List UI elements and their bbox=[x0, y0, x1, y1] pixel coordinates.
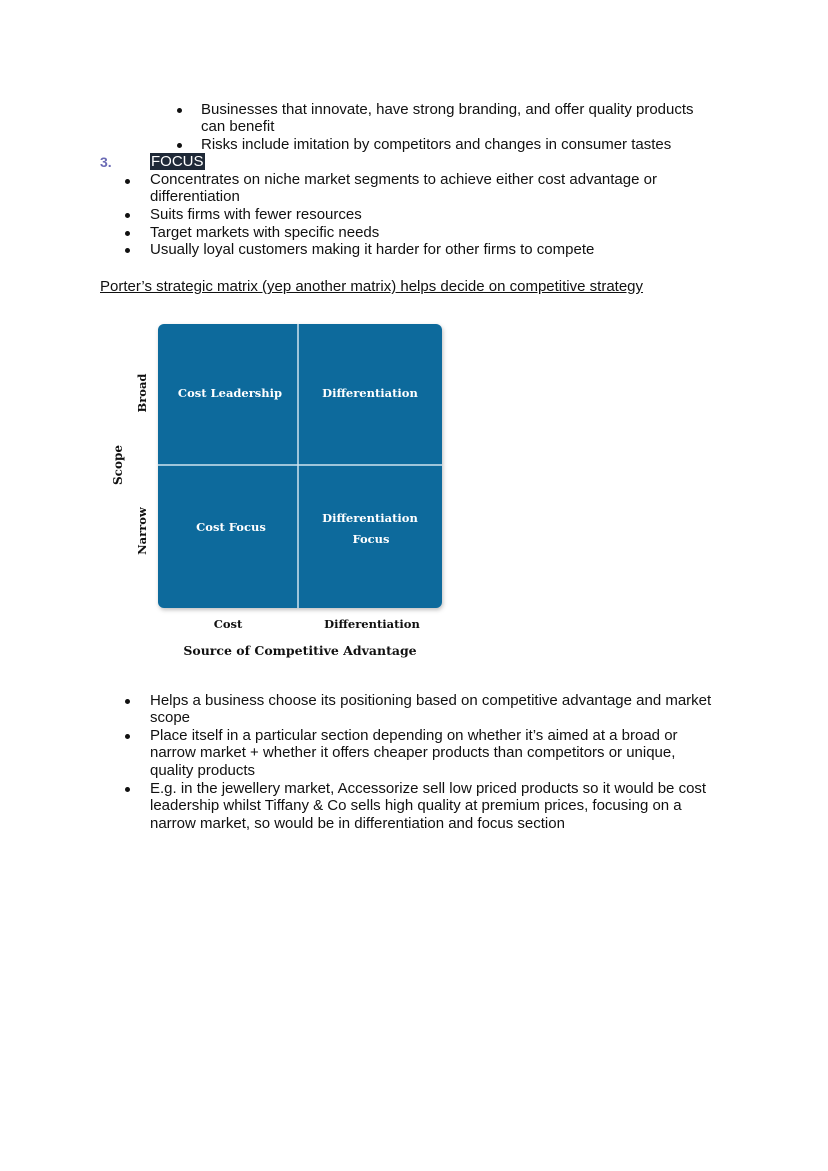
porter-matrix bbox=[104, 318, 449, 668]
bullet-text: narrow market, so would be in differentiation and focus section bbox=[150, 815, 565, 832]
bullet-dot bbox=[125, 248, 130, 253]
matrix-background bbox=[158, 324, 442, 608]
bullet-text: quality products bbox=[150, 762, 256, 779]
porter-heading: Porter’s strategic matrix (yep another matrix) helps decide on competitive strategy bbox=[100, 278, 644, 295]
bullet-text: Place itself in a particular section depending on whether it’s aimed at a broad or bbox=[150, 727, 678, 744]
bullet-text: Target markets with specific needs bbox=[150, 224, 380, 241]
bullet-text: Businesses that innovate, have strong branding, and offer quality products bbox=[201, 101, 694, 118]
bullet-text: differentiation bbox=[150, 188, 240, 205]
quadrant-differentiation-focus-line1: Differentiation bbox=[322, 511, 418, 525]
bullet-dot bbox=[177, 108, 182, 113]
bullet-text: Suits firms with fewer resources bbox=[150, 206, 362, 223]
x-axis-label: Source of Competitive Advantage bbox=[183, 643, 417, 658]
x-tick-differentiation: Differentiation bbox=[324, 617, 420, 631]
x-tick-cost: Cost bbox=[213, 617, 243, 631]
bullet-text: Risks include imitation by competitors and changes in consumer tastes bbox=[201, 136, 672, 153]
bullet-dot bbox=[125, 179, 130, 184]
bullet-dot bbox=[125, 213, 130, 218]
bullet-text: E.g. in the jewellery market, Accessorize sell low priced products so it would be cost bbox=[150, 780, 707, 797]
y-tick-narrow: Narrow bbox=[135, 507, 149, 555]
quadrant-cost-leadership: Cost Leadership bbox=[177, 386, 283, 400]
section-number: 3. bbox=[100, 154, 112, 170]
quadrant-differentiation: Differentiation bbox=[322, 386, 418, 400]
bullet-text: leadership whilst Tiffany & Co sells high quality at premium prices, focusing on a bbox=[150, 797, 682, 814]
bullet-text: can benefit bbox=[201, 118, 275, 135]
bullet-text: Usually loyal customers making it harder for other firms to compete bbox=[150, 241, 595, 258]
y-axis-label: Scope bbox=[111, 444, 125, 486]
bullet-text: narrow market + whether it offers cheaper products than competitors or unique, bbox=[150, 744, 676, 761]
bullet-text: scope bbox=[150, 709, 191, 726]
bullet-dot bbox=[125, 734, 130, 739]
bullet-text: Helps a business choose its positioning based on competitive advantage and market bbox=[150, 692, 712, 709]
y-tick-broad: Broad bbox=[135, 373, 149, 413]
bullet-dot bbox=[177, 143, 182, 148]
section-title bbox=[150, 153, 205, 170]
bullet-dot bbox=[125, 699, 130, 704]
bullet-dot bbox=[125, 231, 130, 236]
quadrant-differentiation-focus-line2: Focus bbox=[352, 532, 390, 546]
section-title-highlight: FOCUS bbox=[151, 153, 204, 170]
quadrant-cost-focus: Cost Focus bbox=[196, 520, 266, 534]
bullet-dot bbox=[125, 787, 130, 792]
bullet-text: Concentrates on niche market segments to achieve either cost advantage or bbox=[150, 171, 657, 188]
